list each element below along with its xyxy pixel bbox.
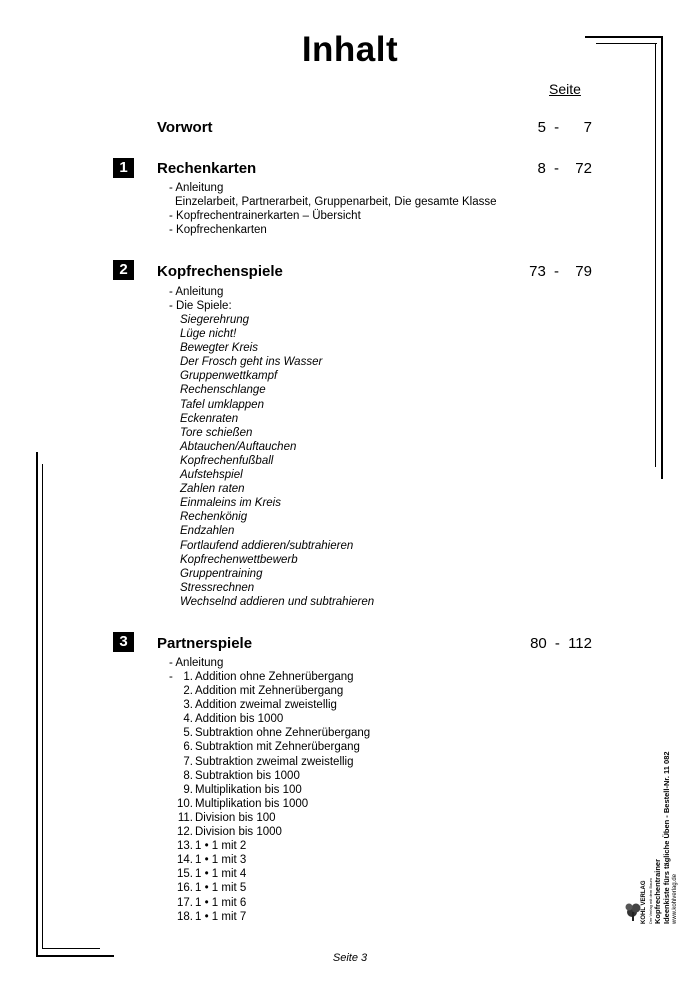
game-item: Gruppentraining: [180, 567, 263, 580]
section-2-items: [169, 285, 232, 313]
section-title-vorwort: Vorwort: [157, 119, 213, 136]
side-website-text: www.kohlverlag.de: [672, 873, 678, 924]
item-number: 10.: [177, 797, 193, 810]
section-title-rechenkarten: Rechenkarten: [157, 160, 257, 177]
numbered-list-texts: [195, 670, 370, 924]
seite-column-header: Seite: [549, 81, 581, 97]
section-pages-vorwort: 5 - 7: [537, 119, 592, 136]
frame-line-bottom-inner: [42, 948, 100, 949]
game-item: Zahlen raten: [180, 483, 245, 496]
section-3-items: [169, 656, 223, 670]
side-website: [671, 874, 679, 924]
game-item: Tore schießen: [180, 426, 253, 439]
section-title-kopfrechenspiele: Kopfrechenspiele: [157, 263, 283, 280]
game-item: Rechenkönig: [180, 511, 248, 524]
section-number-1: 1: [113, 158, 134, 178]
section-pages-kopfrechenspiele: 73 - 79: [529, 263, 592, 280]
frame-line-left-outer: [36, 452, 38, 956]
item-number: 14.: [177, 854, 193, 867]
item-text: Subtraktion mit Zehnerübergang: [195, 741, 360, 754]
item-number: 17.: [177, 896, 193, 909]
item-text: 1 • 1 mit 4: [195, 868, 247, 881]
frame-line-top-outer: [585, 36, 663, 38]
game-item: Endzahlen: [180, 525, 235, 538]
side-imprint-line2: Ideenkiste fürs tägliche Üben - Bestell-Nr. 11 082: [662, 751, 671, 924]
item-number: 6.: [183, 741, 193, 754]
logo-text: KOHL VERLAG: [641, 880, 647, 924]
item-text: Multiplikation bis 100: [195, 783, 302, 796]
logo-subtext: Der Verlag mit dem Baum: [648, 878, 653, 924]
item-text: Addition bis 1000: [195, 713, 284, 726]
item-text: 1 • 1 mit 5: [195, 882, 247, 895]
section-title-partnerspiele: Partnerspiele: [157, 635, 253, 652]
item-number: 11.: [177, 811, 193, 824]
section-number-2: 2: [113, 260, 134, 280]
item-number: 4.: [183, 713, 193, 726]
numbered-list-numbers: [160, 670, 193, 924]
game-item: Abtauchen/Auftauchen: [180, 440, 297, 453]
item-number: 3.: [183, 699, 193, 712]
item-number: 16.: [177, 882, 193, 895]
list-item: Einzelarbeit, Partnerarbeit, Gruppenarbeit, Die gesamte Klasse: [175, 196, 497, 209]
item-number: 8.: [183, 769, 193, 782]
frame-line-left-inner: [42, 464, 43, 948]
item-text: Division bis 100: [195, 811, 276, 824]
game-item: Fortlaufend addieren/subtrahieren: [180, 539, 354, 552]
item-text: 1 • 1 mit 3: [195, 854, 247, 867]
item-text: 1 • 1 mit 7: [195, 910, 247, 923]
list-item: - Kopfrechentrainerkarten – Übersicht: [169, 210, 361, 223]
item-number: 7.: [183, 755, 193, 768]
section-number-3: 3: [113, 632, 134, 652]
item-text: Addition mit Zehnerübergang: [195, 685, 344, 698]
side-imprint-line1: Kopfrechentrainer: [653, 858, 662, 924]
frame-line-right-outer: [661, 36, 663, 479]
list-item: - Anleitung: [169, 182, 224, 194]
game-item: Gruppenwettkampf: [180, 370, 278, 383]
frame-line-top-inner: [596, 43, 657, 44]
game-item: Kopfrechenwettbewerb: [180, 553, 298, 566]
games-list: [180, 313, 374, 609]
item-number: 2.: [183, 685, 193, 698]
game-item: Einmaleins im Kreis: [180, 497, 281, 510]
item-text: Addition zweimal zweistellig: [195, 699, 337, 712]
item-text: Subtraktion zweimal zweistellig: [195, 755, 354, 768]
item-number: 9.: [183, 783, 193, 796]
game-item: Bewegter Kreis: [180, 342, 258, 355]
page-title: Inhalt: [301, 30, 399, 69]
game-item: Der Frosch geht ins Wasser: [180, 356, 323, 369]
game-item: Aufstehspiel: [180, 469, 243, 482]
item-number: 18.: [177, 910, 193, 923]
item-text: Division bis 1000: [195, 826, 282, 839]
side-imprint: [653, 751, 671, 924]
section-pages-partnerspiele: 80 - 112: [530, 635, 592, 652]
item-number: 13.: [177, 840, 193, 853]
item-text: 1 • 1 mit 2: [195, 840, 247, 853]
list-item: - Anleitung: [169, 657, 224, 669]
item-text: 1 • 1 mit 6: [195, 896, 247, 909]
page-footer: Seite 3: [332, 952, 368, 964]
game-item: Rechenschlange: [180, 384, 266, 397]
item-number: 1.: [183, 671, 193, 683]
game-item: Stressrechnen: [180, 581, 255, 594]
game-item: Tafel umklappen: [180, 398, 264, 411]
item-number: 15.: [177, 868, 193, 881]
game-item: Lüge nicht!: [180, 328, 237, 341]
item-text: Subtraktion ohne Zehnerübergang: [195, 727, 371, 740]
game-item: Siegerehrung: [180, 314, 250, 326]
game-item: Wechselnd addieren und subtrahieren: [180, 595, 375, 608]
item-number: 5.: [183, 727, 193, 740]
item-text: Multiplikation bis 1000: [195, 797, 309, 810]
section-1-items: [169, 181, 497, 237]
list-item: - Die Spiele:: [169, 300, 232, 313]
list-dash: -: [169, 671, 173, 683]
item-text: Subtraktion bis 1000: [195, 769, 300, 782]
list-item: - Anleitung: [169, 286, 224, 298]
item-text: Addition ohne Zehnerübergang: [195, 671, 354, 683]
frame-line-right-inner: [655, 43, 656, 467]
game-item: Eckenraten: [180, 412, 239, 425]
game-item: Kopfrechenfußball: [180, 454, 274, 467]
list-item: - Kopfrechenkarten: [169, 224, 267, 237]
section-pages-rechenkarten: 8 - 72: [537, 160, 592, 177]
item-number: 12.: [177, 826, 193, 839]
